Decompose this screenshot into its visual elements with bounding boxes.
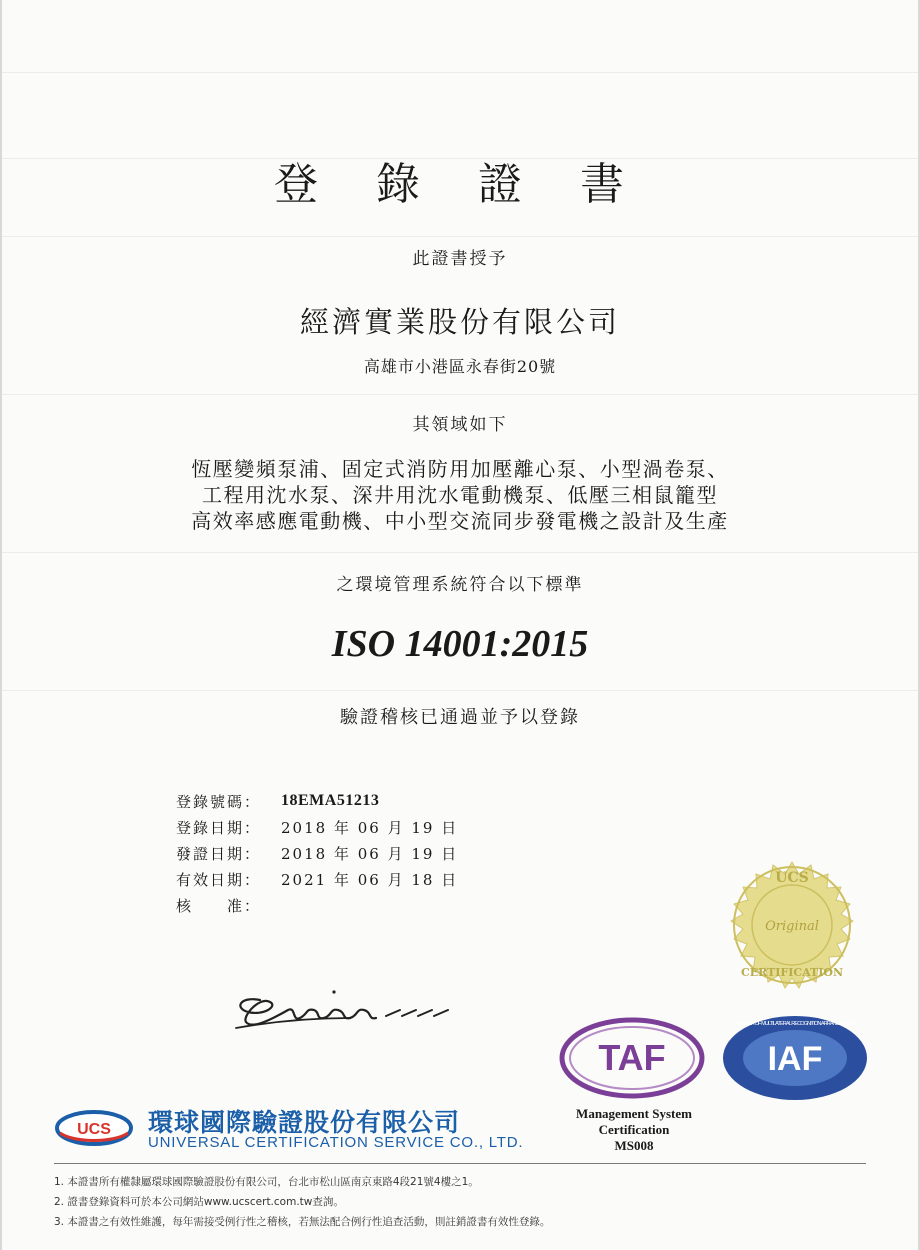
- accreditation-text: [550, 1106, 718, 1154]
- seal-text-bottom: CERTIFICATION: [740, 966, 844, 979]
- issuer-name-zh: 環球國際驗證股份有限公司: [148, 1108, 461, 1137]
- certificate-title: 登 錄 證 書: [274, 159, 646, 210]
- passed-text: 驗證稽核已通過並予以登錄: [340, 707, 580, 728]
- gold-seal-icon: [707, 838, 877, 1008]
- taf-logo-text: TAF: [598, 1037, 666, 1078]
- ucs-logo-icon: [54, 1109, 134, 1147]
- company-address: 高雄市小港區永春街20號: [363, 357, 557, 376]
- accreditation-line: Management System: [576, 1106, 692, 1121]
- conformity-text: 之環境管理系統符合以下標準: [336, 575, 584, 595]
- footnote: 1. 本證書所有權隸屬環球國際驗證股份有限公司，台北市松山區南京東路4段21號4樓之1。: [54, 1176, 479, 1188]
- detail-row: [176, 866, 458, 892]
- scope-line: 工程用沈水泵、深井用沈水電動機泵、低壓三相鼠籠型: [202, 483, 718, 507]
- issuer-name-en: UNIVERSAL CERTIFICATION SERVICE CO., LTD.: [148, 1134, 524, 1151]
- scope-line: 恆壓變頻泵浦、固定式消防用加壓離心泵、小型渦卷泵、: [191, 457, 729, 481]
- iaf-logo-icon: [720, 1012, 870, 1104]
- footnote: 2. 證書登錄資料可於本公司網站www.ucscert.com.tw查詢。: [54, 1196, 344, 1208]
- signature-image: [230, 978, 460, 1040]
- detail-label: 核 准：: [176, 896, 262, 915]
- detail-label: 登錄日期：: [176, 818, 262, 837]
- taf-logo-icon: [557, 1014, 707, 1102]
- detail-label: 發證日期：: [176, 844, 262, 863]
- registration-date: 2018 年 06 月 19 日: [281, 818, 459, 837]
- expiry-date: 2021 年 06 月 18 日: [281, 870, 459, 889]
- detail-label: 有效日期：: [176, 870, 262, 889]
- seal-text-mid: Original: [765, 919, 819, 934]
- iaf-logo-text: IAF: [767, 1040, 823, 1078]
- footnote: 3. 本證書之有效性維護，每年需接受例行性之稽核，若無法配合例行性追查活動，則註銷證書有效性登錄。: [54, 1216, 551, 1228]
- footer-divider: [54, 1163, 866, 1164]
- standard-name: ISO 14001:2015: [331, 623, 589, 665]
- issue-date: 2018 年 06 月 19 日: [281, 844, 459, 863]
- iaf-ring-text: MEMBER OF MULTILATERAL RECOGNITION ARRANGEMENT: [735, 1021, 855, 1027]
- registration-number: 18EMA51213: [281, 792, 380, 809]
- ucs-logo-text: UCS: [77, 1121, 111, 1138]
- detail-label: 登錄號碼：: [176, 792, 262, 811]
- detail-row: [176, 788, 458, 814]
- scope-intro: 其領域如下: [412, 415, 508, 435]
- detail-row: [176, 840, 458, 866]
- registration-details: [176, 788, 458, 918]
- seal-text-top: UCS: [775, 870, 809, 886]
- company-name: 經濟實業股份有限公司: [299, 305, 620, 339]
- footnotes: [54, 1172, 550, 1232]
- granted-to-text: 此證書授予: [412, 249, 508, 269]
- detail-row: [176, 892, 458, 918]
- accreditation-line: Certification: [598, 1122, 670, 1137]
- detail-row: [176, 814, 458, 840]
- scope-text: [2, 456, 918, 534]
- accreditation-line: MS008: [614, 1138, 654, 1153]
- scope-line: 高效率感應電動機、中小型交流同步發電機之設計及生產: [191, 509, 729, 533]
